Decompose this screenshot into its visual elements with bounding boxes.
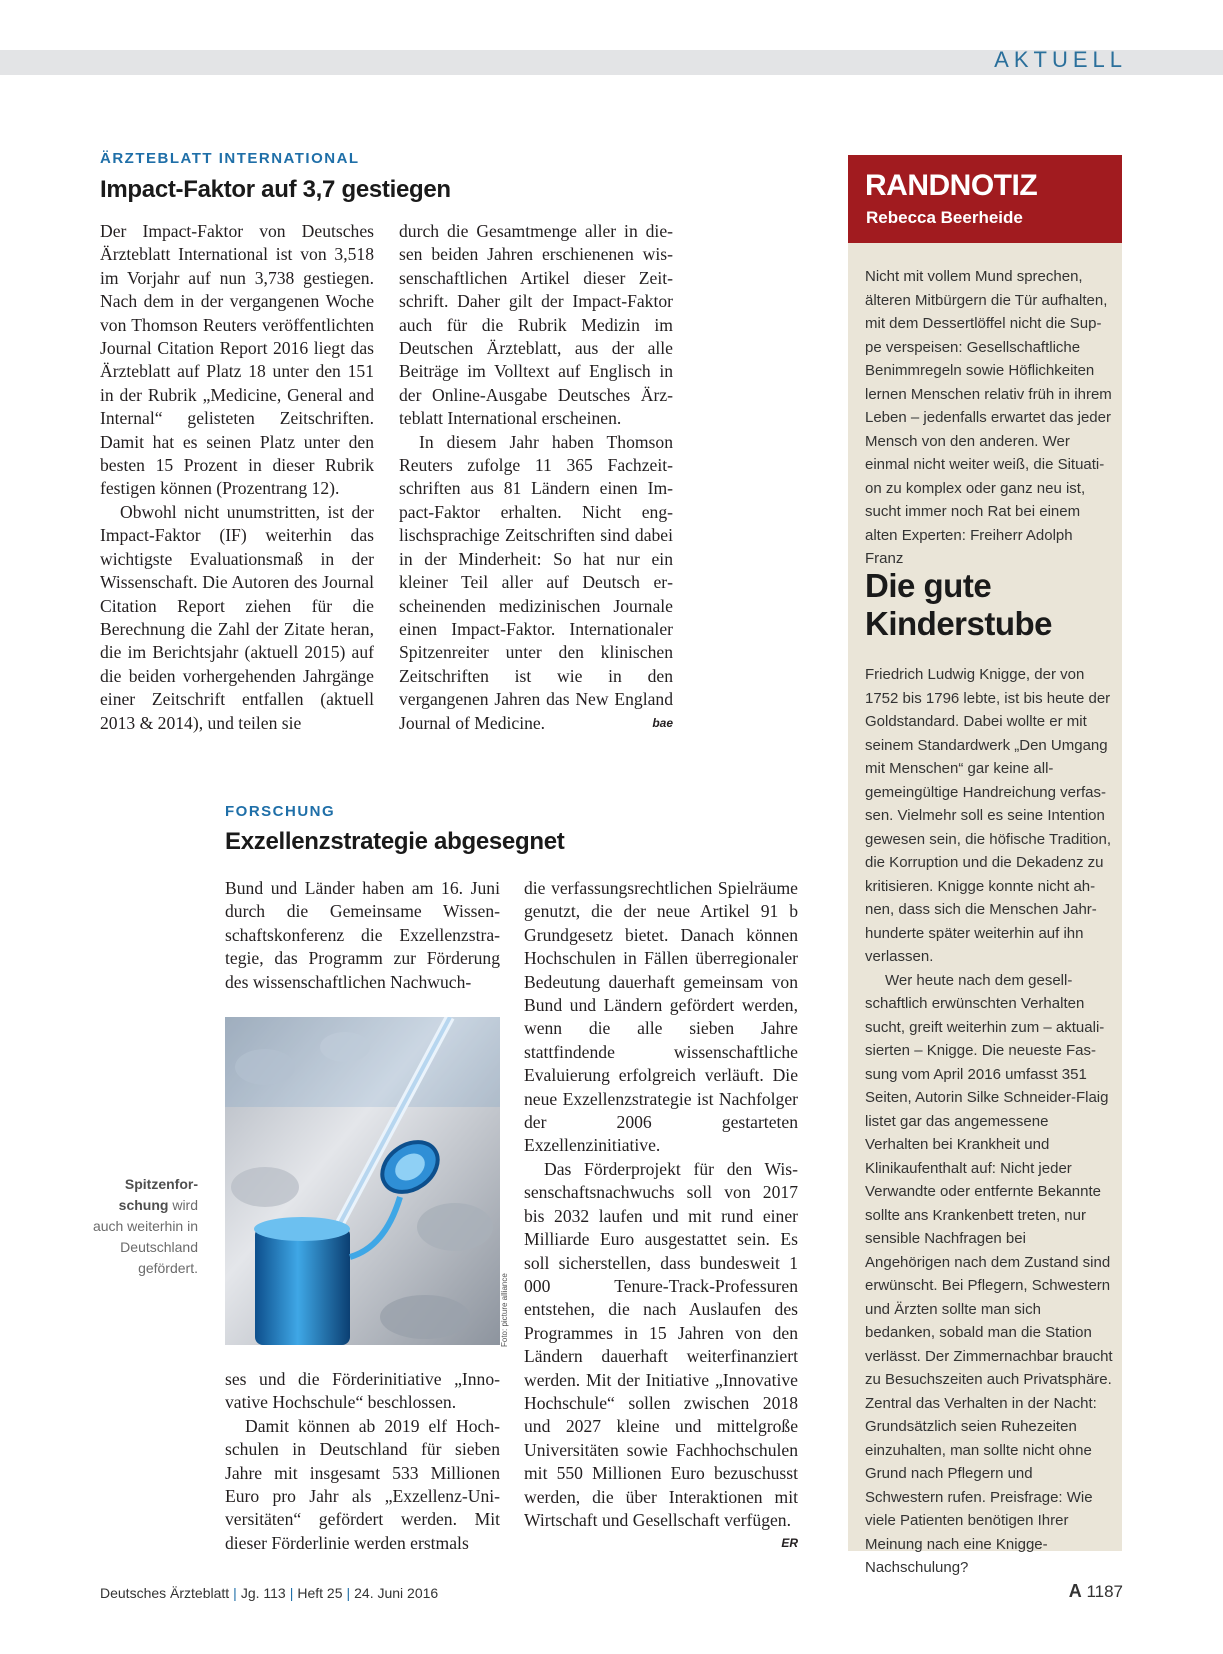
paragraph: Damit können ab 2019 elf Hochschulen in Deutschland für sieben Jahre mit insgesamt 533 Millionen Euro pro Jahr als „Exzellenz-Universitäten“ gefördert werden. Mit dieser Förderlinie werden erstmals — [225, 1415, 500, 1553]
sidebar-author: Rebecca Beerheide — [866, 208, 1023, 227]
caption-text: wird auch weiterhin in Deutschland gefördert. — [92, 1197, 198, 1276]
article2-kicker: FORSCHUNG — [225, 803, 336, 820]
article1-column-2 — [399, 220, 673, 735]
article2-column-2 — [524, 877, 798, 1556]
sidebar-title: RANDNOTIZ — [865, 169, 1038, 202]
paragraph: Der Impact-Faktor von Deutsches Ärzteblatt International ist von 3,518 im Vorjahr auf nun 3,738 gestiegen. Nach dem in der vergangenen Woche von Thomson Reuters veröffentlichten Journal Citation Report 2016 liegt das Ärzteblatt auf Platz 18 unter den 151 in der Rubrik „Medicine, General and Internal“ gelisteten Zeitschriften. Damit hat es seinen Platz unter den besten 15 Prozent in dieser Rubrik festigen können (Prozentrang 12). — [100, 221, 374, 499]
sidebar-body — [865, 663, 1113, 1580]
page-number-value: 1187 — [1086, 1582, 1123, 1601]
journal-name: Deutsches Ärzteblatt — [100, 1585, 230, 1601]
paragraph: ses und die Förderinitiative „Innovative Hochschule“ beschlossen. — [225, 1369, 500, 1413]
separator: | — [233, 1585, 237, 1601]
photo-caption — [90, 1174, 198, 1279]
paragraph — [399, 431, 673, 735]
sidebar-intro — [865, 265, 1113, 571]
issue: Heft 25 — [297, 1585, 343, 1601]
page-prefix: A — [1068, 1581, 1082, 1601]
article1-column-1 — [100, 220, 374, 735]
article1-headline: Impact-Faktor auf 3,7 gestiegen — [100, 176, 451, 203]
paragraph: durch die Gesamtmenge aller in diesen beiden Jahren erschienenen wissenschaftlichen Artikel dieser Zeitschrift. Daher gilt der Impact-Faktor auch für die Rubrik Medizin im Deutschen Ärzteblatt, aus der alle Beiträge im Volltext auf Englisch in der Online-Ausgabe Deutsches Ärzteblatt International erscheinen. — [399, 221, 673, 429]
laboratory-image — [225, 1017, 500, 1345]
issue-date: 24. Juni 2016 — [354, 1585, 439, 1601]
article2-column-1-bottom — [225, 1368, 500, 1555]
paragraph — [524, 1158, 798, 1551]
author-signature: bae — [652, 715, 673, 730]
paragraph: Wer heute nach dem gesellschaftlich erwünschten Verhalten sucht, greift weiterhin zum – aktualisierten – Knigge. Die neueste Fassung vom April 2016 umfasst 351 Seiten, Autorin Silke Schneider-Flaig listet gar das angemessene Verhalten bei Krankheit und Klinikaufenthalt auf: Nicht jeder Verwandte oder entfernte Bekannte sollte ans Krankenbett treten, nur sensible Nachfragen bei Angehörigen nach dem Zustand sind erwünscht. Bei Pflegern, Schwestern und Ärzten sollte man sich bedanken, sobald man die Station verlässt. Der Zimmernachbar braucht zu Besuchszeiten auch Privatsphäre. Zentral das Verhalten in der Nacht: Grundsätzlich seien Ruhezeiten einzuhalten, man sollte nicht ohne Grund nach Pflegern und Schwestern rufen. Preisfrage: Wie viele Patienten benötigen Ihrer Meinung nach eine Knigge-Nachschulung? — [865, 971, 1113, 1576]
text: In diesem Jahr haben Thomson Reuters zufolge 11 365 Fachzeitschriften aus 81 Ländern einen Impact-Faktor erhalten. Nicht englischsprachige Zeitschriften sind dabei in der Minderheit: So hat nur ein kleiner Teil aller auf Deutsch erscheinenden medizinischen Journale einen Impact-Faktor. Internationaler Spitzenreiter unter den klinischen Zeitschriften ist wie in den vergangenen Jahren das New England Journal of Medicine. — [399, 431, 673, 733]
paragraph: die verfassungsrechtlichen Spielräume genutzt, die der neue Artikel 91 b Grundgesetz bietet. Danach können Hochschulen in Fällen überregionaler Bedeutung dauerhaft gemeinsam von Bund und Ländern gefördert werden, wenn die alle sieben Jahre stattfindende wissenschaftliche Evaluierung erfolgreich verläuft. Die neue Exzellenzstrategie ist Nachfolger der 2006 gestarteten Exzellenzinitiative. — [524, 878, 798, 1156]
paragraph: Nicht mit vollem Mund sprechen, älteren Mitbürgern die Tür aufhalten, mit dem Dessertlöffel nicht die Suppe verspeisen: Gesellschaftliche Benimmregeln sowie Höflichkeiten lernen Menschen relativ früh in ihrem Leben – jedenfalls erwartet das jeder Mensch von den anderen. Wer einmal nicht weiter weiß, die Situation zu komplex oder ganz neu ist, sucht immer noch Rat bei einem alten Experten: Freiherr Adolph Franz — [865, 268, 1112, 567]
pipette-photo — [225, 1017, 500, 1345]
article1-kicker: ÄRZTEBLATT INTERNATIONAL — [100, 150, 360, 167]
separator: | — [346, 1585, 351, 1601]
footer-citation — [100, 1585, 438, 1601]
separator: | — [289, 1585, 294, 1601]
paragraph: Friedrich Ludwig Knigge, der von 1752 bis 1796 lebte, ist bis heute der Goldstandard. Dabei wollte er mit seinem Standardwerk „Den Umgang mit Menschen“ gar keine allgemeingültige Handreichung verfassen. Vielmehr soll es seine Intention gewesen sein, die höfische Tradition, die Korruption und die Dekadenz zu kritisieren. Knigge konnte nicht ahnen, dass sich die Menschen Jahrhunderte später weiterhin auf ihn verlassen. — [865, 666, 1111, 965]
photo-credit: Foto: picture alliance — [500, 1273, 509, 1347]
sidebar-headline: Die gute Kinderstube — [865, 567, 1053, 642]
text: Das Förderprojekt für den Wissenschaftsnachwuchs soll von 2017 bis 2032 laufen und mit rund einer Milliarde Euro ausgestattet sein. Es soll sicherstellen, dass bundesweit 1 000 Tenure-Track-Professuren entstehen, die nach Auslaufen des Programmes in 15 Jahren von den Ländern dauerhaft weiterfinanziert werden. Mit der Initiative „Innovative Hochschule“ sollen zwischen 2018 und 2027 kleine und mittelgroße Universitäten sowie Fachhochschulen mit 550 Millionen Euro bezuschusst werden, die über Interaktionen mit Wirtschaft und Gesellschaft verfügen. — [524, 1158, 798, 1530]
volume: Jg. 113 — [240, 1585, 286, 1601]
section-label: AKTUELL — [994, 47, 1127, 72]
randnotiz-sidebar — [848, 155, 1122, 1576]
caption-bold: Spitzenforschung — [118, 1176, 198, 1213]
page-number — [1069, 1581, 1123, 1602]
paragraph: Obwohl nicht unumstritten, ist der Impact-Faktor (IF) weiterhin das wichtigste Evaluationsmaß in der Wissenschaft. Die Autoren des Journal Citation Report ziehen für die Berechnung die Zahl der Zitate heran, die im Berichtsjahr (aktuell 2015) auf die beiden vorhergehenden Jahrgänge einer Zeitschrift entfallen (aktuell 2013 & 2014), und teilen sie — [100, 501, 374, 733]
author-signature: ER — [781, 1536, 798, 1551]
paragraph: Bund und Länder haben am 16. Juni durch die Gemeinsame Wissenschaftskonferenz die Exzellenzstrategie, das Programm zur Förderung des wissenschaftlichen Nachwuch- — [225, 878, 500, 992]
article2-headline: Exzellenzstrategie abgesegnet — [225, 828, 565, 855]
article2-column-1-top — [225, 877, 500, 994]
sidebar-header — [848, 155, 1122, 243]
